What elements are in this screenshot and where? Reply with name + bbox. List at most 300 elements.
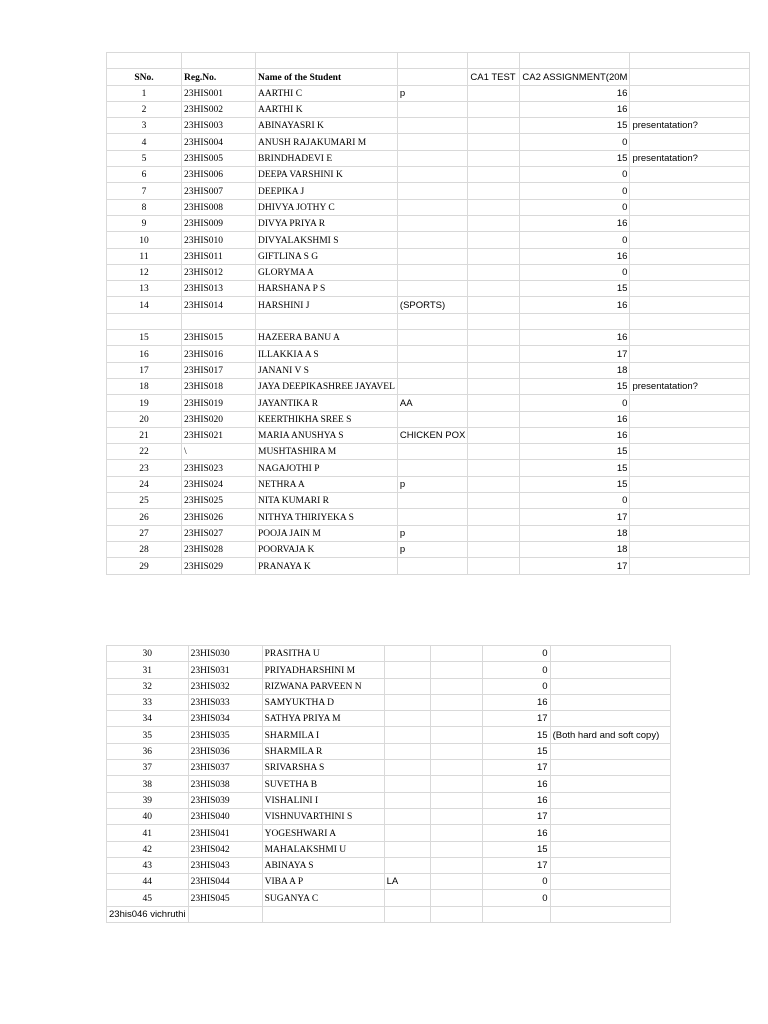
remark-cell[interactable] bbox=[630, 134, 750, 150]
sno-cell[interactable]: 19 bbox=[107, 395, 182, 411]
note-cell[interactable]: CHICKEN POX bbox=[397, 427, 467, 443]
student-name-cell[interactable]: MARIA ANUSHYA S bbox=[256, 427, 398, 443]
remark-cell[interactable] bbox=[550, 890, 670, 906]
cell[interactable] bbox=[262, 906, 384, 922]
note-cell[interactable] bbox=[397, 313, 467, 329]
ca1-cell[interactable] bbox=[468, 264, 520, 280]
note-cell[interactable] bbox=[384, 792, 430, 808]
ca1-cell[interactable] bbox=[430, 678, 482, 694]
reg-no-cell[interactable]: 23HIS028 bbox=[182, 541, 256, 557]
ca1-cell[interactable] bbox=[430, 792, 482, 808]
reg-no-cell[interactable]: 23HIS024 bbox=[182, 476, 256, 492]
remark-cell[interactable] bbox=[630, 264, 750, 280]
student-name-cell[interactable]: PRIYADHARSHINI M bbox=[262, 662, 384, 678]
sno-cell[interactable]: 6 bbox=[107, 167, 182, 183]
ca2-marks-cell[interactable]: 0 bbox=[520, 232, 630, 248]
note-cell[interactable] bbox=[397, 411, 467, 427]
reg-no-cell[interactable]: 23HIS007 bbox=[182, 183, 256, 199]
sno-cell[interactable]: 38 bbox=[107, 776, 189, 792]
student-name-cell[interactable]: SHARMILA I bbox=[262, 727, 384, 743]
note-cell[interactable] bbox=[397, 150, 467, 166]
note-cell[interactable] bbox=[384, 678, 430, 694]
ca2-marks-cell[interactable]: 15 bbox=[482, 743, 550, 759]
note-cell[interactable] bbox=[397, 232, 467, 248]
ca1-cell[interactable] bbox=[468, 281, 520, 297]
student-name-cell[interactable]: ILLAKKIA A S bbox=[256, 346, 398, 362]
ca2-marks-cell[interactable]: 15 bbox=[520, 281, 630, 297]
sno-cell[interactable]: 36 bbox=[107, 743, 189, 759]
student-name-cell[interactable]: NITA KUMARI R bbox=[256, 493, 398, 509]
ca2-marks-cell[interactable]: 0 bbox=[520, 167, 630, 183]
remark-cell[interactable] bbox=[630, 509, 750, 525]
reg-no-cell[interactable] bbox=[182, 313, 256, 329]
sno-cell[interactable]: 41 bbox=[107, 825, 189, 841]
note-cell[interactable] bbox=[397, 281, 467, 297]
remark-cell[interactable] bbox=[630, 215, 750, 231]
ca1-cell[interactable] bbox=[468, 378, 520, 394]
note-cell[interactable] bbox=[397, 558, 467, 574]
student-name-cell[interactable]: VIBA A P bbox=[262, 874, 384, 890]
ca1-cell[interactable] bbox=[430, 662, 482, 678]
reg-no-cell[interactable]: 23HIS013 bbox=[182, 281, 256, 297]
ca2-marks-cell[interactable]: 16 bbox=[482, 694, 550, 710]
ca1-cell[interactable] bbox=[430, 743, 482, 759]
sno-cell[interactable]: 23 bbox=[107, 460, 182, 476]
student-name-cell[interactable]: SAMYUKTHA D bbox=[262, 694, 384, 710]
sno-cell[interactable]: 40 bbox=[107, 808, 189, 824]
reg-no-cell[interactable]: 23HIS001 bbox=[182, 85, 256, 101]
note-cell[interactable] bbox=[397, 167, 467, 183]
reg-no-cell[interactable]: 23HIS032 bbox=[188, 678, 262, 694]
ca2-marks-cell[interactable]: 15 bbox=[520, 444, 630, 460]
reg-no-cell[interactable]: 23HIS042 bbox=[188, 841, 262, 857]
header-sno[interactable]: SNo. bbox=[107, 69, 182, 85]
ca1-cell[interactable] bbox=[468, 167, 520, 183]
note-cell[interactable] bbox=[397, 346, 467, 362]
ca1-cell[interactable] bbox=[430, 776, 482, 792]
reg-no-cell[interactable]: 23HIS019 bbox=[182, 395, 256, 411]
ca2-marks-cell[interactable]: 0 bbox=[520, 199, 630, 215]
ca2-marks-cell[interactable]: 16 bbox=[520, 297, 630, 313]
remark-cell[interactable] bbox=[630, 427, 750, 443]
student-name-cell[interactable]: RIZWANA PARVEEN N bbox=[262, 678, 384, 694]
reg-no-cell[interactable]: 23HIS039 bbox=[188, 792, 262, 808]
remark-cell[interactable] bbox=[550, 874, 670, 890]
remark-cell[interactable] bbox=[630, 558, 750, 574]
sno-cell[interactable]: 27 bbox=[107, 525, 182, 541]
student-name-cell[interactable]: DHIVYA JOTHY C bbox=[256, 199, 398, 215]
ca1-cell[interactable] bbox=[468, 411, 520, 427]
ca1-cell[interactable] bbox=[468, 476, 520, 492]
student-name-cell[interactable]: HARSHANA P S bbox=[256, 281, 398, 297]
ca2-marks-cell[interactable]: 16 bbox=[520, 248, 630, 264]
reg-no-cell[interactable]: 23HIS029 bbox=[182, 558, 256, 574]
remark-cell[interactable] bbox=[630, 183, 750, 199]
reg-no-cell[interactable]: 23HIS011 bbox=[182, 248, 256, 264]
sno-cell[interactable]: 34 bbox=[107, 711, 189, 727]
ca1-cell[interactable] bbox=[468, 541, 520, 557]
reg-no-cell[interactable]: 23HIS035 bbox=[188, 727, 262, 743]
note-cell[interactable] bbox=[397, 101, 467, 117]
reg-no-cell[interactable]: 23HIS003 bbox=[182, 118, 256, 134]
reg-no-cell[interactable]: 23HIS026 bbox=[182, 509, 256, 525]
student-name-cell[interactable]: YOGESHWARI A bbox=[262, 825, 384, 841]
note-cell[interactable] bbox=[384, 711, 430, 727]
remark-cell[interactable] bbox=[550, 841, 670, 857]
reg-no-cell[interactable]: 23HIS004 bbox=[182, 134, 256, 150]
note-cell[interactable] bbox=[397, 118, 467, 134]
remark-cell[interactable] bbox=[550, 825, 670, 841]
ca1-cell[interactable] bbox=[468, 313, 520, 329]
ca2-marks-cell[interactable]: 18 bbox=[520, 541, 630, 557]
ca1-cell[interactable] bbox=[468, 493, 520, 509]
ca2-marks-cell[interactable]: 17 bbox=[482, 711, 550, 727]
remark-cell[interactable] bbox=[630, 444, 750, 460]
sno-cell[interactable]: 35 bbox=[107, 727, 189, 743]
ca1-cell[interactable] bbox=[468, 460, 520, 476]
reg-no-cell[interactable]: 23HIS037 bbox=[188, 760, 262, 776]
note-cell[interactable]: AA bbox=[397, 395, 467, 411]
ca2-marks-cell[interactable]: 0 bbox=[520, 134, 630, 150]
ca1-cell[interactable] bbox=[430, 890, 482, 906]
student-name-cell[interactable]: SATHYA PRIYA M bbox=[262, 711, 384, 727]
cell[interactable] bbox=[630, 53, 750, 69]
reg-no-cell[interactable]: 23HIS010 bbox=[182, 232, 256, 248]
cell[interactable] bbox=[256, 53, 398, 69]
ca1-cell[interactable] bbox=[468, 101, 520, 117]
note-cell[interactable]: p bbox=[397, 476, 467, 492]
ca2-marks-cell[interactable]: 18 bbox=[520, 525, 630, 541]
ca2-marks-cell[interactable]: 16 bbox=[482, 776, 550, 792]
cell[interactable] bbox=[397, 69, 467, 85]
student-name-cell[interactable]: VISHALINI I bbox=[262, 792, 384, 808]
sno-cell[interactable]: 33 bbox=[107, 694, 189, 710]
remark-cell[interactable] bbox=[550, 646, 670, 662]
reg-no-cell[interactable]: 23HIS020 bbox=[182, 411, 256, 427]
ca1-cell[interactable] bbox=[468, 215, 520, 231]
reg-no-cell[interactable]: 23HIS034 bbox=[188, 711, 262, 727]
student-name-cell[interactable] bbox=[256, 313, 398, 329]
sno-cell[interactable]: 14 bbox=[107, 297, 182, 313]
note-cell[interactable]: LA bbox=[384, 874, 430, 890]
sno-cell[interactable]: 15 bbox=[107, 330, 182, 346]
reg-no-cell[interactable]: 23HIS044 bbox=[188, 874, 262, 890]
ca1-cell[interactable] bbox=[430, 727, 482, 743]
remark-cell[interactable] bbox=[630, 313, 750, 329]
header-ca1-test[interactable]: CA1 TEST bbox=[468, 69, 520, 85]
header-student-name[interactable]: Name of the Student bbox=[256, 69, 398, 85]
ca2-marks-cell[interactable]: 17 bbox=[482, 857, 550, 873]
ca2-marks-cell[interactable]: 15 bbox=[520, 460, 630, 476]
ca2-marks-cell[interactable]: 17 bbox=[520, 509, 630, 525]
sno-cell[interactable]: 24 bbox=[107, 476, 182, 492]
ca2-marks-cell[interactable]: 16 bbox=[520, 215, 630, 231]
ca2-marks-cell[interactable]: 0 bbox=[520, 264, 630, 280]
sno-cell[interactable]: 32 bbox=[107, 678, 189, 694]
remark-cell[interactable] bbox=[630, 232, 750, 248]
remark-cell[interactable] bbox=[550, 808, 670, 824]
ca2-marks-cell[interactable]: 16 bbox=[520, 330, 630, 346]
ca1-cell[interactable] bbox=[468, 134, 520, 150]
footer-note-cell[interactable]: 23his046 vichruthi bbox=[107, 906, 189, 922]
student-name-cell[interactable]: HAZEERA BANU A bbox=[256, 330, 398, 346]
ca1-cell[interactable] bbox=[468, 297, 520, 313]
remark-cell[interactable] bbox=[630, 248, 750, 264]
sno-cell[interactable]: 30 bbox=[107, 646, 189, 662]
note-cell[interactable] bbox=[384, 857, 430, 873]
reg-no-cell[interactable]: 23HIS025 bbox=[182, 493, 256, 509]
ca1-cell[interactable] bbox=[468, 362, 520, 378]
note-cell[interactable]: p bbox=[397, 541, 467, 557]
sno-cell[interactable]: 42 bbox=[107, 841, 189, 857]
student-name-cell[interactable]: NAGAJOTHI P bbox=[256, 460, 398, 476]
ca2-marks-cell[interactable]: 15 bbox=[520, 378, 630, 394]
note-cell[interactable] bbox=[384, 841, 430, 857]
sno-cell[interactable]: 39 bbox=[107, 792, 189, 808]
sno-cell[interactable]: 22 bbox=[107, 444, 182, 460]
remark-cell[interactable] bbox=[550, 776, 670, 792]
ca1-cell[interactable] bbox=[468, 427, 520, 443]
sno-cell[interactable] bbox=[107, 313, 182, 329]
remark-cell[interactable]: presentatation? bbox=[630, 378, 750, 394]
student-name-cell[interactable]: POOJA JAIN M bbox=[256, 525, 398, 541]
note-cell[interactable] bbox=[384, 694, 430, 710]
reg-no-cell[interactable]: 23HIS009 bbox=[182, 215, 256, 231]
note-cell[interactable] bbox=[397, 215, 467, 231]
student-name-cell[interactable]: DIVYALAKSHMI S bbox=[256, 232, 398, 248]
cell[interactable] bbox=[468, 53, 520, 69]
student-name-cell[interactable]: POORVAJA K bbox=[256, 541, 398, 557]
reg-no-cell[interactable]: 23HIS041 bbox=[188, 825, 262, 841]
sno-cell[interactable]: 5 bbox=[107, 150, 182, 166]
sno-cell[interactable]: 44 bbox=[107, 874, 189, 890]
sno-cell[interactable]: 7 bbox=[107, 183, 182, 199]
remark-cell[interactable]: presentatation? bbox=[630, 118, 750, 134]
reg-no-cell[interactable]: 23HIS045 bbox=[188, 890, 262, 906]
ca1-cell[interactable] bbox=[430, 760, 482, 776]
cell[interactable] bbox=[188, 906, 262, 922]
cell[interactable] bbox=[397, 53, 467, 69]
remark-cell[interactable] bbox=[550, 792, 670, 808]
ca2-marks-cell[interactable]: 17 bbox=[520, 558, 630, 574]
ca2-marks-cell[interactable]: 16 bbox=[482, 825, 550, 841]
sno-cell[interactable]: 37 bbox=[107, 760, 189, 776]
reg-no-cell[interactable]: 23HIS033 bbox=[188, 694, 262, 710]
ca1-cell[interactable] bbox=[468, 85, 520, 101]
note-cell[interactable] bbox=[397, 183, 467, 199]
reg-no-cell[interactable]: 23HIS017 bbox=[182, 362, 256, 378]
student-name-cell[interactable]: DEEPIKA J bbox=[256, 183, 398, 199]
remark-cell[interactable] bbox=[630, 281, 750, 297]
student-name-cell[interactable]: JAYA DEEPIKASHREE JAYAVEL bbox=[256, 378, 398, 394]
ca1-cell[interactable] bbox=[430, 646, 482, 662]
remark-cell[interactable] bbox=[630, 411, 750, 427]
ca1-cell[interactable] bbox=[468, 395, 520, 411]
ca1-cell[interactable] bbox=[468, 558, 520, 574]
student-name-cell[interactable]: MAHALAKSHMI U bbox=[262, 841, 384, 857]
ca2-marks-cell[interactable]: 16 bbox=[520, 427, 630, 443]
student-name-cell[interactable]: PRASITHA U bbox=[262, 646, 384, 662]
ca2-marks-cell[interactable]: 0 bbox=[482, 646, 550, 662]
remark-cell[interactable] bbox=[630, 525, 750, 541]
student-name-cell[interactable]: BRINDHADEVI E bbox=[256, 150, 398, 166]
sno-cell[interactable]: 21 bbox=[107, 427, 182, 443]
reg-no-cell[interactable]: 23HIS005 bbox=[182, 150, 256, 166]
ca1-cell[interactable] bbox=[468, 248, 520, 264]
remark-cell[interactable] bbox=[550, 711, 670, 727]
note-cell[interactable] bbox=[397, 134, 467, 150]
student-name-cell[interactable]: VISHNUVARTHINI S bbox=[262, 808, 384, 824]
ca2-marks-cell[interactable]: 0 bbox=[482, 890, 550, 906]
ca2-marks-cell[interactable]: 16 bbox=[520, 411, 630, 427]
student-name-cell[interactable]: ABINAYASRI K bbox=[256, 118, 398, 134]
sno-cell[interactable]: 25 bbox=[107, 493, 182, 509]
ca1-cell[interactable] bbox=[430, 808, 482, 824]
student-name-cell[interactable]: SRIVARSHA S bbox=[262, 760, 384, 776]
ca1-cell[interactable] bbox=[430, 694, 482, 710]
sno-cell[interactable]: 29 bbox=[107, 558, 182, 574]
ca2-marks-cell[interactable]: 0 bbox=[520, 183, 630, 199]
student-name-cell[interactable]: NITHYA THIRIYEKA S bbox=[256, 509, 398, 525]
sno-cell[interactable]: 16 bbox=[107, 346, 182, 362]
ca2-marks-cell[interactable]: 15 bbox=[520, 476, 630, 492]
remark-cell[interactable]: (Both hard and soft copy) bbox=[550, 727, 670, 743]
student-name-cell[interactable]: SUGANYA C bbox=[262, 890, 384, 906]
ca1-cell[interactable] bbox=[468, 509, 520, 525]
student-name-cell[interactable]: SHARMILA R bbox=[262, 743, 384, 759]
cell[interactable] bbox=[630, 69, 750, 85]
reg-no-cell[interactable]: 23HIS031 bbox=[188, 662, 262, 678]
note-cell[interactable] bbox=[384, 727, 430, 743]
ca1-cell[interactable] bbox=[468, 232, 520, 248]
remark-cell[interactable] bbox=[630, 541, 750, 557]
remark-cell[interactable] bbox=[550, 743, 670, 759]
reg-no-cell[interactable]: 23HIS043 bbox=[188, 857, 262, 873]
cell[interactable] bbox=[107, 53, 182, 69]
ca2-marks-cell[interactable]: 15 bbox=[520, 150, 630, 166]
student-name-cell[interactable]: ABINAYA S bbox=[262, 857, 384, 873]
ca2-marks-cell[interactable] bbox=[520, 313, 630, 329]
reg-no-cell[interactable]: 23HIS038 bbox=[188, 776, 262, 792]
reg-no-cell[interactable]: 23HIS012 bbox=[182, 264, 256, 280]
sno-cell[interactable]: 3 bbox=[107, 118, 182, 134]
reg-no-cell[interactable]: 23HIS016 bbox=[182, 346, 256, 362]
ca1-cell[interactable] bbox=[430, 825, 482, 841]
header-ca2-assignment[interactable]: CA2 ASSIGNMENT(20M bbox=[520, 69, 630, 85]
ca1-cell[interactable] bbox=[468, 525, 520, 541]
reg-no-cell[interactable]: 23HIS014 bbox=[182, 297, 256, 313]
student-name-cell[interactable]: MUSHTASHIRA M bbox=[256, 444, 398, 460]
student-name-cell[interactable]: JANANI V S bbox=[256, 362, 398, 378]
student-name-cell[interactable]: DIVYA PRIYA R bbox=[256, 215, 398, 231]
sno-cell[interactable]: 9 bbox=[107, 215, 182, 231]
reg-no-cell[interactable]: 23HIS008 bbox=[182, 199, 256, 215]
reg-no-cell[interactable]: 23HIS023 bbox=[182, 460, 256, 476]
ca2-marks-cell[interactable]: 17 bbox=[520, 346, 630, 362]
sno-cell[interactable]: 43 bbox=[107, 857, 189, 873]
ca1-cell[interactable] bbox=[430, 874, 482, 890]
sno-cell[interactable]: 8 bbox=[107, 199, 182, 215]
ca2-marks-cell[interactable]: 0 bbox=[520, 493, 630, 509]
ca2-marks-cell[interactable]: 0 bbox=[520, 395, 630, 411]
cell[interactable] bbox=[520, 53, 630, 69]
student-name-cell[interactable]: PRANAYA K bbox=[256, 558, 398, 574]
cell[interactable] bbox=[182, 53, 256, 69]
note-cell[interactable]: p bbox=[397, 85, 467, 101]
student-name-cell[interactable]: ANUSH RAJAKUMARI M bbox=[256, 134, 398, 150]
note-cell[interactable] bbox=[397, 248, 467, 264]
student-name-cell[interactable]: AARTHI C bbox=[256, 85, 398, 101]
note-cell[interactable] bbox=[384, 776, 430, 792]
remark-cell[interactable] bbox=[630, 297, 750, 313]
remark-cell[interactable]: presentatation? bbox=[630, 150, 750, 166]
reg-no-cell[interactable]: 23HIS018 bbox=[182, 378, 256, 394]
note-cell[interactable] bbox=[384, 743, 430, 759]
student-name-cell[interactable]: GIFTLINA S G bbox=[256, 248, 398, 264]
student-name-cell[interactable]: GLORYMA A bbox=[256, 264, 398, 280]
reg-no-cell[interactable]: \ bbox=[182, 444, 256, 460]
ca2-marks-cell[interactable]: 17 bbox=[482, 808, 550, 824]
ca2-marks-cell[interactable]: 16 bbox=[520, 85, 630, 101]
remark-cell[interactable] bbox=[550, 857, 670, 873]
note-cell[interactable] bbox=[384, 825, 430, 841]
sno-cell[interactable]: 31 bbox=[107, 662, 189, 678]
remark-cell[interactable] bbox=[630, 362, 750, 378]
remark-cell[interactable] bbox=[630, 493, 750, 509]
ca2-marks-cell[interactable]: 0 bbox=[482, 874, 550, 890]
cell[interactable] bbox=[550, 906, 670, 922]
sno-cell[interactable]: 12 bbox=[107, 264, 182, 280]
cell[interactable] bbox=[482, 906, 550, 922]
remark-cell[interactable] bbox=[630, 476, 750, 492]
ca2-marks-cell[interactable]: 18 bbox=[520, 362, 630, 378]
note-cell[interactable] bbox=[384, 646, 430, 662]
note-cell[interactable] bbox=[397, 444, 467, 460]
reg-no-cell[interactable]: 23HIS006 bbox=[182, 167, 256, 183]
ca2-marks-cell[interactable]: 17 bbox=[482, 760, 550, 776]
student-name-cell[interactable]: SUVETHA B bbox=[262, 776, 384, 792]
reg-no-cell[interactable]: 23HIS027 bbox=[182, 525, 256, 541]
note-cell[interactable] bbox=[397, 362, 467, 378]
remark-cell[interactable] bbox=[630, 85, 750, 101]
note-cell[interactable] bbox=[397, 378, 467, 394]
cell[interactable] bbox=[384, 906, 430, 922]
remark-cell[interactable] bbox=[550, 678, 670, 694]
reg-no-cell[interactable]: 23HIS021 bbox=[182, 427, 256, 443]
student-name-cell[interactable]: NETHRA A bbox=[256, 476, 398, 492]
sno-cell[interactable]: 13 bbox=[107, 281, 182, 297]
ca1-cell[interactable] bbox=[468, 330, 520, 346]
sno-cell[interactable]: 10 bbox=[107, 232, 182, 248]
remark-cell[interactable] bbox=[630, 460, 750, 476]
sno-cell[interactable]: 26 bbox=[107, 509, 182, 525]
ca2-marks-cell[interactable]: 0 bbox=[482, 662, 550, 678]
sno-cell[interactable]: 11 bbox=[107, 248, 182, 264]
sno-cell[interactable]: 28 bbox=[107, 541, 182, 557]
remark-cell[interactable] bbox=[630, 199, 750, 215]
note-cell[interactable]: p bbox=[397, 525, 467, 541]
note-cell[interactable] bbox=[397, 199, 467, 215]
ca1-cell[interactable] bbox=[468, 118, 520, 134]
remark-cell[interactable] bbox=[630, 330, 750, 346]
remark-cell[interactable] bbox=[630, 167, 750, 183]
note-cell[interactable]: (SPORTS) bbox=[397, 297, 467, 313]
sno-cell[interactable]: 17 bbox=[107, 362, 182, 378]
sno-cell[interactable]: 20 bbox=[107, 411, 182, 427]
ca2-marks-cell[interactable]: 0 bbox=[482, 678, 550, 694]
reg-no-cell[interactable]: 23HIS040 bbox=[188, 808, 262, 824]
reg-no-cell[interactable]: 23HIS030 bbox=[188, 646, 262, 662]
